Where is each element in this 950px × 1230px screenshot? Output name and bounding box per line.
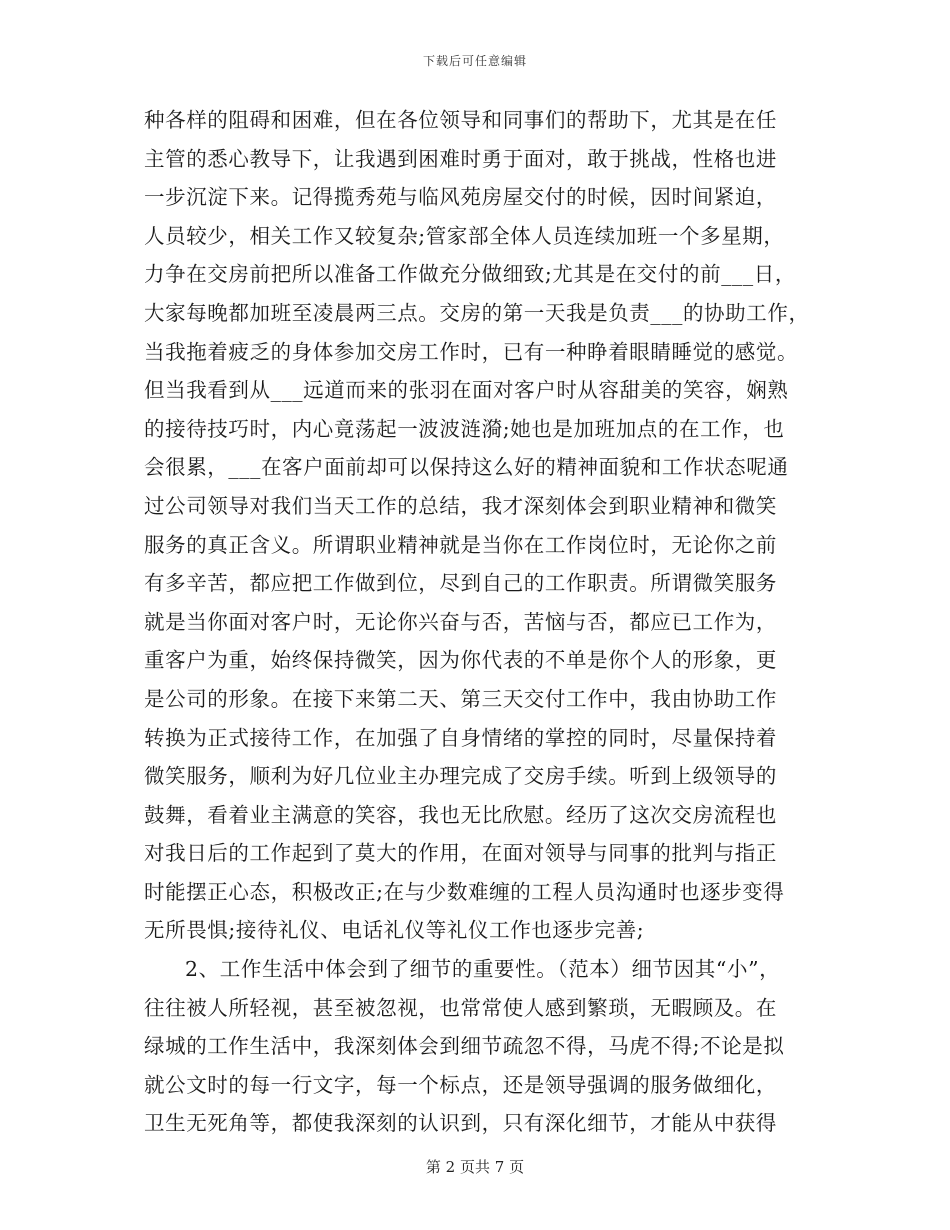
text-line: 时能摆正心态，积极改正;在与少数难缠的工程人员沟通时也逐步变得: [144, 879, 785, 904]
text-line: 当我拖着疲乏的身体参加交房工作时，已有一种睁着眼睛睡觉的感觉。: [144, 339, 799, 364]
text-line: 鼓舞，看着业主满意的笑容，我也无比欣慰。经历了这次交房流程也: [144, 802, 777, 827]
text-line: 但当我看到从___远道而来的张羽在面对客户时从容甜美的笑容，娴熟: [144, 378, 789, 403]
text-line: 力争在交房前把所以准备工作做充分做细致;尤其是在交付的前___日，: [144, 262, 796, 287]
text-line: 绿城的工作生活中，我深刻体会到细节疏忽不得，马虎不得;不论是拟: [144, 1034, 785, 1059]
text-line: 2、工作生活中体会到了细节的重要性。（范本）细节因其“小”，: [185, 957, 781, 982]
text-line: 对我日后的工作起到了莫大的作用，在面对领导与同事的批判与指正: [144, 841, 777, 866]
text-line: 主管的悉心教导下，让我遇到困难时勇于面对，敢于挑战，性格也进: [144, 146, 777, 171]
text-line: 服务的真正含义。所谓职业精神就是当你在工作岗位时，无论你之前: [144, 532, 777, 557]
document-body: [144, 101, 824, 1143]
paragraph-1: [144, 101, 824, 950]
text-line: 重客户为重，始终保持微笑，因为你代表的不单是你个人的形象，更: [144, 648, 777, 673]
text-line: 是公司的形象。在接下来第二天、第三天交付工作中，我由协助工作: [144, 686, 777, 711]
text-line: 往往被人所轻视，甚至被忽视，也常常使人感到繁琐，无暇顾及。在: [144, 995, 777, 1020]
text-line: 种各样的阻碍和困难，但在各位领导和同事们的帮助下，尤其是在任: [144, 108, 777, 132]
text-line: 一步沉淀下来。记得揽秀苑与临风苑房屋交付的时候，因时间紧迫，: [144, 185, 777, 210]
page-number: 第 2 页共 7 页: [425, 1158, 525, 1176]
page-header: 下载后可任意编辑: [422, 54, 527, 68]
text-line: 就公文时的每一行文字，每一个标点，还是领导强调的服务做细化，: [144, 1072, 777, 1097]
text-line: 过公司领导对我们当天工作的总结，我才深刻体会到职业精神和微笑: [144, 493, 777, 518]
text-line: 人员较少，相关工作又较复杂;管家部全体人员连续加班一个多星期，: [144, 223, 785, 248]
text-line: 无所畏惧;接待礼仪、电话礼仪等礼仪工作也逐步完善;: [144, 918, 645, 943]
text-line: 卫生无死角等，都使我深刻的认识到，只有深化细节，才能从中获得: [144, 1111, 777, 1136]
text-line: 的接待技巧时，内心竟荡起一波波涟漪;她也是加班加点的在工作，也: [144, 416, 785, 441]
text-line: 会很累，___在客户面前却可以保持这么好的精神面貌和工作状态呢通: [144, 455, 789, 480]
paragraph-2: [144, 950, 824, 1143]
text-line: 有多辛苦，都应把工作做到位，尽到自己的工作职责。所谓微笑服务: [144, 571, 777, 596]
text-line: 就是当你面对客户时，无论你兴奋与否，苦恼与否，都应已工作为，: [144, 609, 777, 634]
text-line: 大家每晚都加班至凌晨两三点。交房的第一天我是负责___的协助工作，: [144, 300, 810, 325]
text-line: 微笑服务，顺利为好几位业主办理完成了交房手续。听到上级领导的: [144, 764, 777, 789]
text-line: 转换为正式接待工作，在加强了自身情绪的掌控的同时，尽量保持着: [144, 725, 777, 750]
